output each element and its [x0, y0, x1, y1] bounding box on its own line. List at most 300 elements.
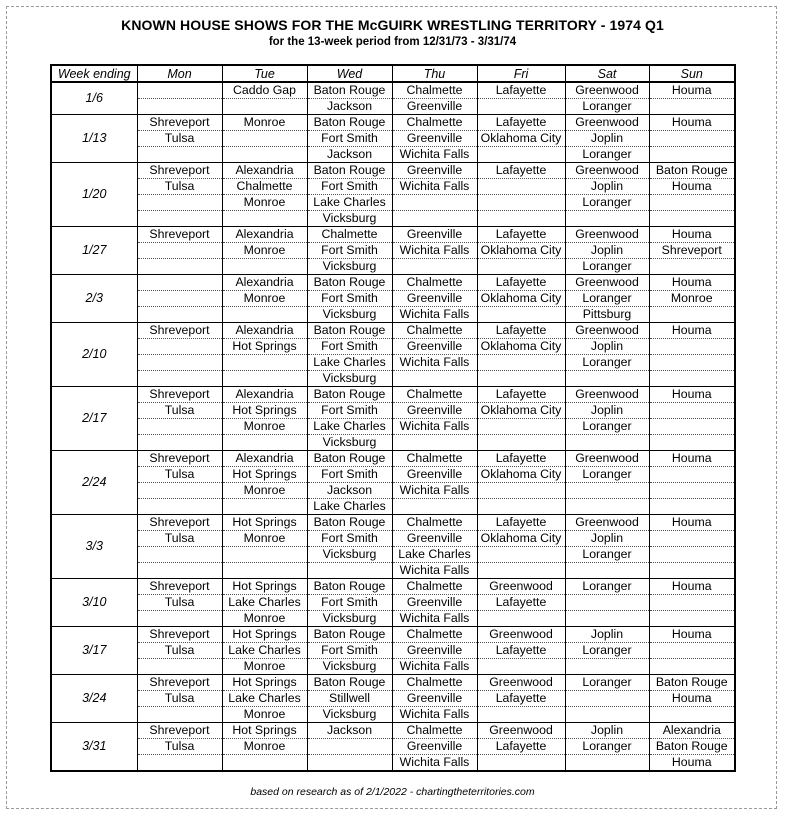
venue-cell-tue: [222, 355, 307, 371]
venue-cell-wed: Baton Rouge: [307, 675, 392, 691]
venue-cell-thu: Greenville: [392, 131, 477, 147]
week-ending-cell: 1/13: [51, 115, 137, 163]
venue-cell-mon: [137, 755, 222, 772]
week-ending-cell: 1/6: [51, 82, 137, 115]
schedule-row: [51, 595, 735, 611]
venue-cell-thu: Wichita Falls: [392, 659, 477, 675]
schedule-row: [51, 707, 735, 723]
venue-cell-sat: [565, 483, 649, 499]
venue-cell-mon: [137, 259, 222, 275]
venue-cell-thu: Chalmette: [392, 275, 477, 291]
venue-cell-mon: Shreveport: [137, 115, 222, 131]
header-mon: Mon: [137, 65, 222, 82]
venue-cell-sun: Houma: [649, 451, 735, 467]
venue-cell-mon: Tulsa: [137, 131, 222, 147]
venue-cell-fri: Lafayette: [477, 163, 565, 179]
venue-cell-fri: [477, 419, 565, 435]
venue-cell-sat: Loranger: [565, 419, 649, 435]
venue-cell-fri: [477, 307, 565, 323]
week-ending-cell: 3/24: [51, 675, 137, 723]
venue-cell-fri: Lafayette: [477, 595, 565, 611]
venue-cell-tue: Lake Charles: [222, 595, 307, 611]
venue-cell-wed: Fort Smith: [307, 291, 392, 307]
venue-cell-sun: Baton Rouge: [649, 675, 735, 691]
venue-cell-sun: [649, 435, 735, 451]
venue-cell-wed: Fort Smith: [307, 403, 392, 419]
schedule-row: [51, 691, 735, 707]
venue-cell-mon: Tulsa: [137, 595, 222, 611]
schedule-row: [51, 579, 735, 595]
schedule-row: [51, 659, 735, 675]
venue-cell-sun: [649, 371, 735, 387]
venue-cell-tue: Hot Springs: [222, 339, 307, 355]
week-ending-cell: 1/20: [51, 163, 137, 227]
venue-cell-tue: Monroe: [222, 291, 307, 307]
schedule-row: [51, 451, 735, 467]
venue-cell-thu: [392, 435, 477, 451]
venue-cell-fri: [477, 547, 565, 563]
venue-cell-sat: Loranger: [565, 99, 649, 115]
schedule-body: [51, 82, 735, 771]
venue-cell-sun: Baton Rouge: [649, 163, 735, 179]
venue-cell-fri: Oklahoma City: [477, 291, 565, 307]
venue-cell-fri: Greenwood: [477, 579, 565, 595]
venue-cell-sun: [649, 659, 735, 675]
venue-cell-wed: Jackson: [307, 99, 392, 115]
venue-cell-fri: Lafayette: [477, 275, 565, 291]
venue-cell-sat: [565, 211, 649, 227]
venue-cell-fri: [477, 147, 565, 163]
venue-cell-tue: [222, 435, 307, 451]
venue-cell-sun: Houma: [649, 691, 735, 707]
venue-cell-tue: Hot Springs: [222, 515, 307, 531]
footer-note: based on research as of 2/1/2022 - chartingtheterritories.com: [250, 786, 535, 798]
venue-cell-fri: Lafayette: [477, 387, 565, 403]
venue-cell-sat: Joplin: [565, 627, 649, 643]
venue-cell-sun: [649, 195, 735, 211]
schedule-row: [51, 531, 735, 547]
venue-cell-thu: Greenville: [392, 467, 477, 483]
venue-cell-thu: Chalmette: [392, 515, 477, 531]
venue-cell-sat: Loranger: [565, 259, 649, 275]
venue-cell-fri: Lafayette: [477, 82, 565, 99]
schedule-row: [51, 227, 735, 243]
venue-cell-mon: [137, 707, 222, 723]
venue-cell-mon: Tulsa: [137, 691, 222, 707]
venue-cell-sat: Joplin: [565, 339, 649, 355]
venue-cell-mon: [137, 99, 222, 115]
venue-cell-sat: [565, 499, 649, 515]
venue-cell-thu: Chalmette: [392, 723, 477, 739]
schedule-row: [51, 163, 735, 179]
header-tue: Tue: [222, 65, 307, 82]
week-ending-cell: 2/17: [51, 387, 137, 451]
venue-cell-thu: Chalmette: [392, 451, 477, 467]
venue-cell-mon: [137, 611, 222, 627]
venue-cell-sat: [565, 659, 649, 675]
venue-cell-wed: Vicksburg: [307, 211, 392, 227]
venue-cell-wed: Vicksburg: [307, 707, 392, 723]
venue-cell-mon: [137, 291, 222, 307]
venue-cell-sun: [649, 355, 735, 371]
venue-cell-sun: [649, 131, 735, 147]
venue-cell-fri: Lafayette: [477, 643, 565, 659]
venue-cell-thu: Greenville: [392, 99, 477, 115]
venue-cell-fri: [477, 355, 565, 371]
venue-cell-tue: [222, 99, 307, 115]
venue-cell-mon: [137, 195, 222, 211]
venue-cell-wed: Vicksburg: [307, 659, 392, 675]
schedule-row: [51, 467, 735, 483]
venue-cell-mon: [137, 82, 222, 99]
venue-cell-mon: [137, 275, 222, 291]
schedule-row: [51, 387, 735, 403]
schedule-row: [51, 179, 735, 195]
venue-cell-sun: Baton Rouge: [649, 739, 735, 755]
venue-cell-mon: Shreveport: [137, 451, 222, 467]
venue-cell-sat: Greenwood: [565, 163, 649, 179]
venue-cell-sun: [649, 259, 735, 275]
venue-cell-thu: Wichita Falls: [392, 563, 477, 579]
schedule-row: [51, 355, 735, 371]
venue-cell-wed: Fort Smith: [307, 467, 392, 483]
venue-cell-fri: Lafayette: [477, 451, 565, 467]
venue-cell-wed: Stillwell: [307, 691, 392, 707]
venue-cell-mon: [137, 499, 222, 515]
venue-cell-mon: [137, 659, 222, 675]
venue-cell-thu: Greenville: [392, 339, 477, 355]
venue-cell-mon: [137, 435, 222, 451]
schedule-row: [51, 323, 735, 339]
schedule-row: [51, 611, 735, 627]
venue-cell-sat: Greenwood: [565, 227, 649, 243]
venue-cell-thu: Wichita Falls: [392, 307, 477, 323]
venue-cell-fri: [477, 563, 565, 579]
venue-cell-wed: Fort Smith: [307, 595, 392, 611]
schedule-row: [51, 195, 735, 211]
header-sat: Sat: [565, 65, 649, 82]
venue-cell-wed: Fort Smith: [307, 179, 392, 195]
venue-cell-sat: Joplin: [565, 131, 649, 147]
venue-cell-tue: Alexandria: [222, 387, 307, 403]
header-fri: Fri: [477, 65, 565, 82]
venue-cell-sat: Loranger: [565, 547, 649, 563]
venue-cell-sun: Houma: [649, 755, 735, 772]
venue-cell-tue: Monroe: [222, 195, 307, 211]
venue-cell-wed: Chalmette: [307, 227, 392, 243]
schedule-row: [51, 547, 735, 563]
schedule-row: [51, 339, 735, 355]
venue-cell-sat: Loranger: [565, 355, 649, 371]
venue-cell-wed: Baton Rouge: [307, 163, 392, 179]
venue-cell-thu: Wichita Falls: [392, 611, 477, 627]
venue-cell-fri: Lafayette: [477, 739, 565, 755]
schedule-row: [51, 115, 735, 131]
venue-cell-tue: [222, 259, 307, 275]
venue-cell-tue: Monroe: [222, 739, 307, 755]
venue-cell-sat: Loranger: [565, 195, 649, 211]
venue-cell-thu: Wichita Falls: [392, 355, 477, 371]
venue-cell-mon: [137, 419, 222, 435]
venue-cell-mon: Tulsa: [137, 531, 222, 547]
venue-cell-fri: [477, 483, 565, 499]
venue-cell-sun: [649, 563, 735, 579]
venue-cell-thu: Greenville: [392, 227, 477, 243]
venue-cell-sun: [649, 467, 735, 483]
venue-cell-mon: Shreveport: [137, 627, 222, 643]
venue-cell-tue: Monroe: [222, 531, 307, 547]
schedule-row: [51, 403, 735, 419]
venue-cell-sun: [649, 531, 735, 547]
venue-cell-wed: Vicksburg: [307, 307, 392, 323]
schedule-table: [50, 64, 736, 772]
venue-cell-sat: [565, 435, 649, 451]
venue-cell-wed: Vicksburg: [307, 371, 392, 387]
venue-cell-thu: [392, 195, 477, 211]
venue-cell-wed: [307, 755, 392, 772]
venue-cell-thu: Greenville: [392, 291, 477, 307]
venue-cell-sun: [649, 211, 735, 227]
venue-cell-tue: Hot Springs: [222, 467, 307, 483]
venue-cell-tue: Caddo Gap: [222, 82, 307, 99]
venue-cell-tue: [222, 499, 307, 515]
venue-cell-wed: Vicksburg: [307, 259, 392, 275]
venue-cell-fri: [477, 259, 565, 275]
week-ending-cell: 3/31: [51, 723, 137, 772]
venue-cell-sun: Houma: [649, 115, 735, 131]
venue-cell-thu: Chalmette: [392, 627, 477, 643]
schedule-row: [51, 435, 735, 451]
venue-cell-mon: Shreveport: [137, 675, 222, 691]
venue-cell-wed: Baton Rouge: [307, 579, 392, 595]
page-subtitle: for the 13-week period from 12/31/73 - 3/31/74: [268, 36, 517, 48]
venue-cell-thu: Greenville: [392, 643, 477, 659]
venue-cell-tue: [222, 211, 307, 227]
schedule-row: [51, 419, 735, 435]
venue-cell-wed: Fort Smith: [307, 643, 392, 659]
schedule-row: [51, 131, 735, 147]
venue-cell-fri: [477, 179, 565, 195]
venue-cell-tue: Hot Springs: [222, 627, 307, 643]
venue-cell-wed: Baton Rouge: [307, 323, 392, 339]
venue-cell-tue: Alexandria: [222, 227, 307, 243]
venue-cell-thu: Wichita Falls: [392, 179, 477, 195]
schedule-row: [51, 627, 735, 643]
schedule-row: [51, 211, 735, 227]
schedule-row: [51, 99, 735, 115]
venue-cell-wed: Lake Charles: [307, 419, 392, 435]
venue-cell-wed: Baton Rouge: [307, 82, 392, 99]
venue-cell-fri: Oklahoma City: [477, 467, 565, 483]
venue-cell-thu: Wichita Falls: [392, 755, 477, 772]
venue-cell-wed: Baton Rouge: [307, 627, 392, 643]
venue-cell-wed: Jackson: [307, 483, 392, 499]
week-ending-cell: 2/24: [51, 451, 137, 515]
venue-cell-sat: [565, 563, 649, 579]
venue-cell-thu: [392, 211, 477, 227]
venue-cell-sat: Greenwood: [565, 275, 649, 291]
venue-cell-mon: [137, 147, 222, 163]
venue-cell-thu: Chalmette: [392, 115, 477, 131]
venue-cell-wed: Baton Rouge: [307, 387, 392, 403]
week-ending-cell: 3/10: [51, 579, 137, 627]
venue-cell-fri: Lafayette: [477, 323, 565, 339]
venue-cell-tue: [222, 147, 307, 163]
venue-cell-wed: Vicksburg: [307, 435, 392, 451]
venue-cell-tue: Chalmette: [222, 179, 307, 195]
venue-cell-wed: Baton Rouge: [307, 451, 392, 467]
venue-cell-tue: Hot Springs: [222, 723, 307, 739]
venue-cell-sat: Loranger: [565, 291, 649, 307]
venue-cell-tue: [222, 547, 307, 563]
venue-cell-wed: Lake Charles: [307, 355, 392, 371]
venue-cell-mon: [137, 339, 222, 355]
venue-cell-sun: Alexandria: [649, 723, 735, 739]
schedule-row: [51, 499, 735, 515]
venue-cell-fri: Lafayette: [477, 515, 565, 531]
venue-cell-mon: Shreveport: [137, 387, 222, 403]
venue-cell-sun: [649, 403, 735, 419]
venue-cell-mon: [137, 307, 222, 323]
week-ending-cell: 3/17: [51, 627, 137, 675]
venue-cell-mon: [137, 211, 222, 227]
venue-cell-tue: [222, 755, 307, 772]
venue-cell-sun: [649, 499, 735, 515]
venue-cell-tue: Monroe: [222, 707, 307, 723]
venue-cell-mon: [137, 243, 222, 259]
schedule-row: [51, 291, 735, 307]
venue-cell-sun: [649, 707, 735, 723]
venue-cell-fri: Greenwood: [477, 627, 565, 643]
venue-cell-sat: Joplin: [565, 243, 649, 259]
venue-cell-wed: Baton Rouge: [307, 115, 392, 131]
venue-cell-sat: Joplin: [565, 179, 649, 195]
venue-cell-thu: Greenville: [392, 531, 477, 547]
venue-cell-fri: Oklahoma City: [477, 403, 565, 419]
venue-cell-sat: Loranger: [565, 675, 649, 691]
venue-cell-thu: Greenville: [392, 595, 477, 611]
venue-cell-sat: Greenwood: [565, 451, 649, 467]
venue-cell-mon: Shreveport: [137, 723, 222, 739]
schedule-row: [51, 483, 735, 499]
venue-cell-wed: Baton Rouge: [307, 275, 392, 291]
venue-cell-tue: [222, 131, 307, 147]
venue-cell-mon: Shreveport: [137, 227, 222, 243]
venue-cell-wed: Lake Charles: [307, 499, 392, 515]
venue-cell-wed: Vicksburg: [307, 547, 392, 563]
venue-cell-mon: [137, 563, 222, 579]
venue-cell-sun: [649, 147, 735, 163]
venue-cell-sat: Loranger: [565, 147, 649, 163]
venue-cell-thu: Greenville: [392, 739, 477, 755]
venue-cell-wed: Lake Charles: [307, 195, 392, 211]
venue-cell-sun: [649, 99, 735, 115]
venue-cell-wed: Fort Smith: [307, 531, 392, 547]
venue-cell-tue: Lake Charles: [222, 643, 307, 659]
schedule-row: [51, 259, 735, 275]
venue-cell-wed: Vicksburg: [307, 611, 392, 627]
venue-cell-tue: Monroe: [222, 611, 307, 627]
venue-cell-fri: [477, 755, 565, 772]
venue-cell-tue: Monroe: [222, 243, 307, 259]
venue-cell-mon: Shreveport: [137, 323, 222, 339]
venue-cell-sat: Joplin: [565, 531, 649, 547]
venue-cell-sat: Joplin: [565, 403, 649, 419]
venue-cell-fri: Oklahoma City: [477, 243, 565, 259]
venue-cell-fri: [477, 611, 565, 627]
venue-cell-tue: [222, 307, 307, 323]
venue-cell-tue: Lake Charles: [222, 691, 307, 707]
venue-cell-sat: Joplin: [565, 723, 649, 739]
schedule-row: [51, 82, 735, 99]
venue-cell-tue: Monroe: [222, 659, 307, 675]
venue-cell-thu: Greenville: [392, 163, 477, 179]
venue-cell-sat: Greenwood: [565, 323, 649, 339]
venue-cell-sat: [565, 611, 649, 627]
schedule-row: [51, 739, 735, 755]
venue-cell-sun: Monroe: [649, 291, 735, 307]
venue-cell-fri: Lafayette: [477, 227, 565, 243]
venue-cell-tue: Monroe: [222, 483, 307, 499]
venue-cell-sun: Shreveport: [649, 243, 735, 259]
venue-cell-fri: [477, 99, 565, 115]
venue-cell-wed: [307, 563, 392, 579]
venue-cell-tue: Alexandria: [222, 275, 307, 291]
venue-cell-sun: [649, 483, 735, 499]
venue-cell-mon: Tulsa: [137, 467, 222, 483]
venue-cell-fri: [477, 659, 565, 675]
venue-cell-thu: Chalmette: [392, 675, 477, 691]
venue-cell-thu: Chalmette: [392, 579, 477, 595]
venue-cell-sat: Pittsburg: [565, 307, 649, 323]
venue-cell-thu: Greenville: [392, 691, 477, 707]
venue-cell-wed: [307, 739, 392, 755]
venue-cell-mon: Shreveport: [137, 163, 222, 179]
venue-cell-fri: [477, 211, 565, 227]
schedule-row: [51, 675, 735, 691]
schedule-row: [51, 275, 735, 291]
venue-cell-thu: Chalmette: [392, 323, 477, 339]
venue-cell-fri: [477, 371, 565, 387]
venue-cell-thu: [392, 259, 477, 275]
venue-cell-mon: [137, 547, 222, 563]
venue-cell-mon: Tulsa: [137, 643, 222, 659]
schedule-row: [51, 371, 735, 387]
venue-cell-sun: [649, 611, 735, 627]
venue-cell-mon: [137, 371, 222, 387]
venue-cell-sun: Houma: [649, 227, 735, 243]
venue-cell-sun: Houma: [649, 323, 735, 339]
header-thu: Thu: [392, 65, 477, 82]
venue-cell-tue: Monroe: [222, 419, 307, 435]
venue-cell-fri: [477, 435, 565, 451]
venue-cell-mon: Tulsa: [137, 179, 222, 195]
header-wed: Wed: [307, 65, 392, 82]
venue-cell-wed: Fort Smith: [307, 339, 392, 355]
venue-cell-sat: [565, 707, 649, 723]
venue-cell-sat: Greenwood: [565, 387, 649, 403]
page-title: KNOWN HOUSE SHOWS FOR THE McGUIRK WRESTLING TERRITORY - 1974 Q1: [121, 17, 664, 33]
venue-cell-sat: [565, 755, 649, 772]
venue-cell-sat: Greenwood: [565, 515, 649, 531]
schedule-row: [51, 515, 735, 531]
schedule-row: [51, 643, 735, 659]
venue-cell-fri: [477, 707, 565, 723]
venue-cell-sat: Loranger: [565, 579, 649, 595]
header-week-ending: Week ending: [51, 65, 137, 82]
venue-cell-sat: Greenwood: [565, 115, 649, 131]
schedule-row: [51, 755, 735, 772]
